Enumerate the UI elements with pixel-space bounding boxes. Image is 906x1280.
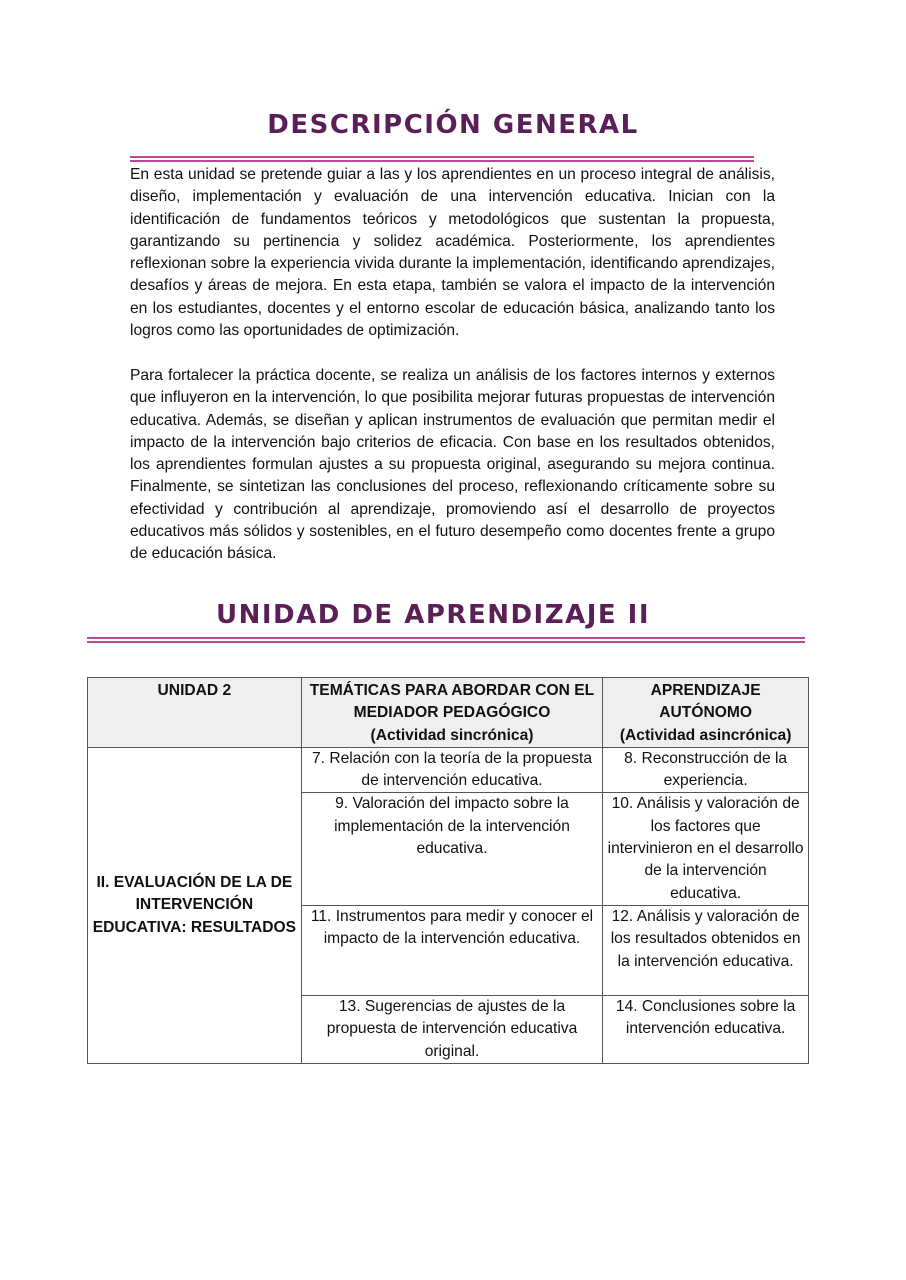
header-unit: UNIDAD 2 xyxy=(88,678,302,748)
title-underline xyxy=(130,156,754,162)
units-table xyxy=(87,677,809,1064)
page-title: DESCRIPCIÓN GENERAL xyxy=(267,110,639,140)
async-topic-cell: 10. Análisis y valoración de los factores que intervinieron en el desarrollo de la intervención educativa. xyxy=(603,793,809,905)
header-sync-topics xyxy=(301,678,602,748)
async-topic-cell: 12. Análisis y valoración de los resultados obtenidos en la intervención educativa. xyxy=(603,905,809,995)
async-topic-cell: 14. Conclusiones sobre la intervención educativa. xyxy=(603,995,809,1063)
header-autonomous-title: APRENDIZAJE AUTÓNOMO xyxy=(650,682,761,722)
async-topic-cell: 8. Reconstrucción de la experiencia. xyxy=(603,747,809,793)
header-sync-title: TEMÁTICAS PARA ABORDAR CON EL MEDIADOR PEDAGÓGICO xyxy=(309,682,595,722)
sync-topic-cell: 7. Relación con la teoría de la propuesta de intervención educativa. xyxy=(301,747,602,793)
header-sync-subtitle: (Actividad sincrónica) xyxy=(370,726,534,744)
sync-topic-cell: 9. Valoración del impacto sobre la implementación de la intervención educativa. xyxy=(301,793,602,905)
section-title-underline xyxy=(87,637,805,643)
unit-name-cell: II. EVALUACIÓN DE LA DE INTERVENCIÓN EDUCATIVA: RESULTADOS xyxy=(88,747,302,1063)
description-paragraph-1: En esta unidad se pretende guiar a las y los aprendientes en un proceso integral de análisis, diseño, implementación y evaluación de una intervención educativa. Inician con la identificación de fundamentos teóricos y metodológicos que sustentan la propuesta, garantizando su pertinencia y solidez académica. Posteriormente, los aprendientes reflexionan sobre la experiencia vivida durante la implementación, identificando aprendizajes, desafíos y áreas de mejora. En esta etapa, también se valora el impacto de la intervención en los estudiantes, docentes y el entorno escolar de educación básica, analizando tanto los logros como las oportunidades de optimización. xyxy=(130,166,775,340)
header-autonomous xyxy=(603,678,809,748)
description-paragraph-2: Para fortalecer la práctica docente, se realiza un análisis de los factores internos y externos que influyeron en la intervención, lo que posibilita mejorar futuras propuestas de intervención educativa. Además, se diseñan y aplican instrumentos de evaluación que permitan medir el impacto de la intervención bajo criterios de eficacia. Con base en los resultados obtenidos, los aprendientes formulan ajustes a su propuesta original, asegurando su mejora continua. Finalmente, se sintetizan las conclusiones del proceso, reflexionando críticamente sobre su efectividad y contribución al aprendizaje, promoviendo así el desarrollo de proyectos educativos más sólidos y sostenibles, en el futuro desempeño como docentes frente a grupo de educación básica. xyxy=(130,367,775,563)
section-title: UNIDAD DE APRENDIZAJE II xyxy=(215,600,651,630)
table-header-row xyxy=(88,678,809,748)
table-row xyxy=(88,747,809,793)
sync-topic-cell: 11. Instrumentos para medir y conocer el impacto de la intervención educativa. xyxy=(301,905,602,995)
header-autonomous-subtitle: (Actividad asincrónica) xyxy=(619,726,792,744)
sync-topic-cell: 13. Sugerencias de ajustes de la propuesta de intervención educativa original. xyxy=(301,995,602,1063)
